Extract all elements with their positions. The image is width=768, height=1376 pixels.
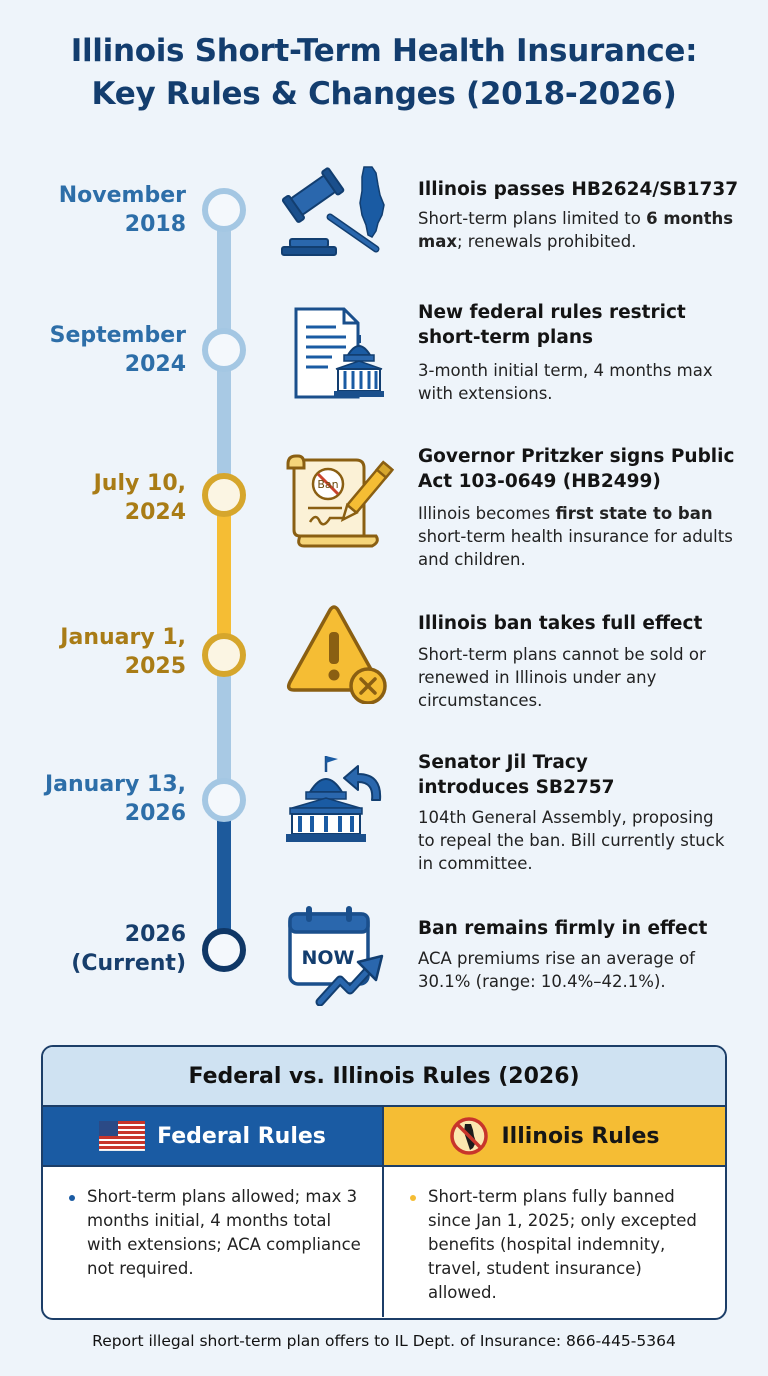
bullet: [69, 1195, 75, 1201]
event-title: Governor Pritzker signs Public Act 103-0649 (HB2499): [418, 446, 735, 492]
calendar-now-trend-icon: [286, 902, 390, 1006]
date-line: July 10,: [93, 471, 186, 496]
capitol-undo-arrow-icon: [286, 752, 390, 844]
federal-label: Federal Rules: [157, 1123, 326, 1149]
federal-text-block: [43, 1167, 382, 1281]
federal-column: [43, 1107, 384, 1317]
comparison-table: [41, 1045, 727, 1320]
date-line: January 13,: [44, 772, 186, 797]
comparison-title: Federal vs. Illinois Rules (2026): [43, 1047, 725, 1107]
federal-header: [43, 1107, 382, 1167]
timeline-segment-gold: [217, 495, 231, 655]
event-date: [94, 469, 186, 527]
event-description: [418, 502, 738, 571]
date-line: 2024: [124, 500, 186, 525]
date-line: January 1,: [60, 625, 186, 650]
warning-x-icon: [282, 604, 392, 704]
signed-ban-document-icon: [284, 452, 394, 552]
desc-text: short-term health insurance for adults and children.: [418, 527, 733, 569]
illinois-label: Illinois Rules: [501, 1123, 660, 1149]
event-title: Illinois passes HB2624/SB1737: [418, 179, 739, 200]
date-line: 2024: [124, 352, 186, 377]
timeline-node: [202, 328, 246, 372]
title-line-1: Illinois Short-Term Health Insurance:: [70, 33, 698, 69]
event-date: [45, 770, 186, 828]
event-date: [60, 623, 186, 681]
bullet: [410, 1195, 416, 1201]
desc-text: Illinois becomes: [418, 504, 556, 523]
event-title: Ban remains firmly in effect: [418, 918, 708, 939]
illinois-text: Short-term plans fully banned since Jan 1, 2025; only excepted benefits (hospital indemnity, travel, student insurance) allowed.: [428, 1187, 697, 1302]
event-title: Illinois ban takes full effect: [418, 613, 703, 634]
event-description: 104th General Assembly, proposing to repeal the ban. Bill currently stuck in committee.: [418, 808, 725, 873]
desc-text: ; renewals prohibited.: [456, 232, 637, 251]
date-line: 2018: [124, 212, 186, 237]
date-line: 2026: [124, 801, 186, 826]
timeline-node: [202, 473, 246, 517]
illinois-text-block: [384, 1167, 725, 1305]
date-line: November: [58, 183, 186, 208]
document-capitol-icon: [292, 305, 384, 401]
event-date: [71, 920, 186, 978]
page-title: [0, 30, 768, 116]
date-line: (Current): [71, 951, 186, 976]
event-title: New federal rules restrict short-term plans: [418, 302, 686, 348]
desc-bold: first state to ban: [555, 504, 713, 523]
footer-note: Report illegal short-term plan offers to IL Dept. of Insurance: 866-445-5364: [92, 1332, 676, 1350]
timeline-node: [202, 633, 246, 677]
timeline-node: [202, 188, 246, 232]
desc-text: Short-term plans limited to: [418, 209, 647, 228]
illinois-column: [384, 1107, 725, 1317]
now-text: NOW: [301, 947, 355, 969]
comparison-columns: [43, 1107, 725, 1317]
event-title: Senator Jil Tracy introduces SB2757: [418, 752, 615, 798]
date-line: September: [49, 323, 186, 348]
us-flag-icon: [99, 1121, 145, 1151]
date-line: 2025: [124, 654, 186, 679]
date-line: 2026: [124, 922, 186, 947]
title-line-2: Key Rules & Changes (2018-2026): [91, 76, 677, 112]
federal-text: Short-term plans allowed; max 3 months initial, 4 months total with extensions; ACA compliance not required.: [87, 1187, 361, 1278]
timeline-node: [202, 928, 246, 972]
ban-text: Ban: [317, 478, 339, 491]
event-date: [50, 321, 186, 379]
gavel-illinois-icon: [280, 165, 390, 257]
timeline-node: [202, 778, 246, 822]
event-description: 3-month initial term, 4 months max with extensions.: [418, 361, 713, 403]
event-description: [418, 207, 748, 253]
event-description: Short-term plans cannot be sold or renewed in Illinois under any circumstances.: [418, 645, 706, 710]
illinois-header: [384, 1107, 725, 1167]
illinois-prohibited-icon: [449, 1116, 489, 1156]
event-description: ACA premiums rise an average of 30.1% (range: 10.4%–42.1%).: [418, 949, 695, 991]
event-date: [59, 181, 186, 239]
desc-bold: 6 months max: [418, 209, 734, 251]
